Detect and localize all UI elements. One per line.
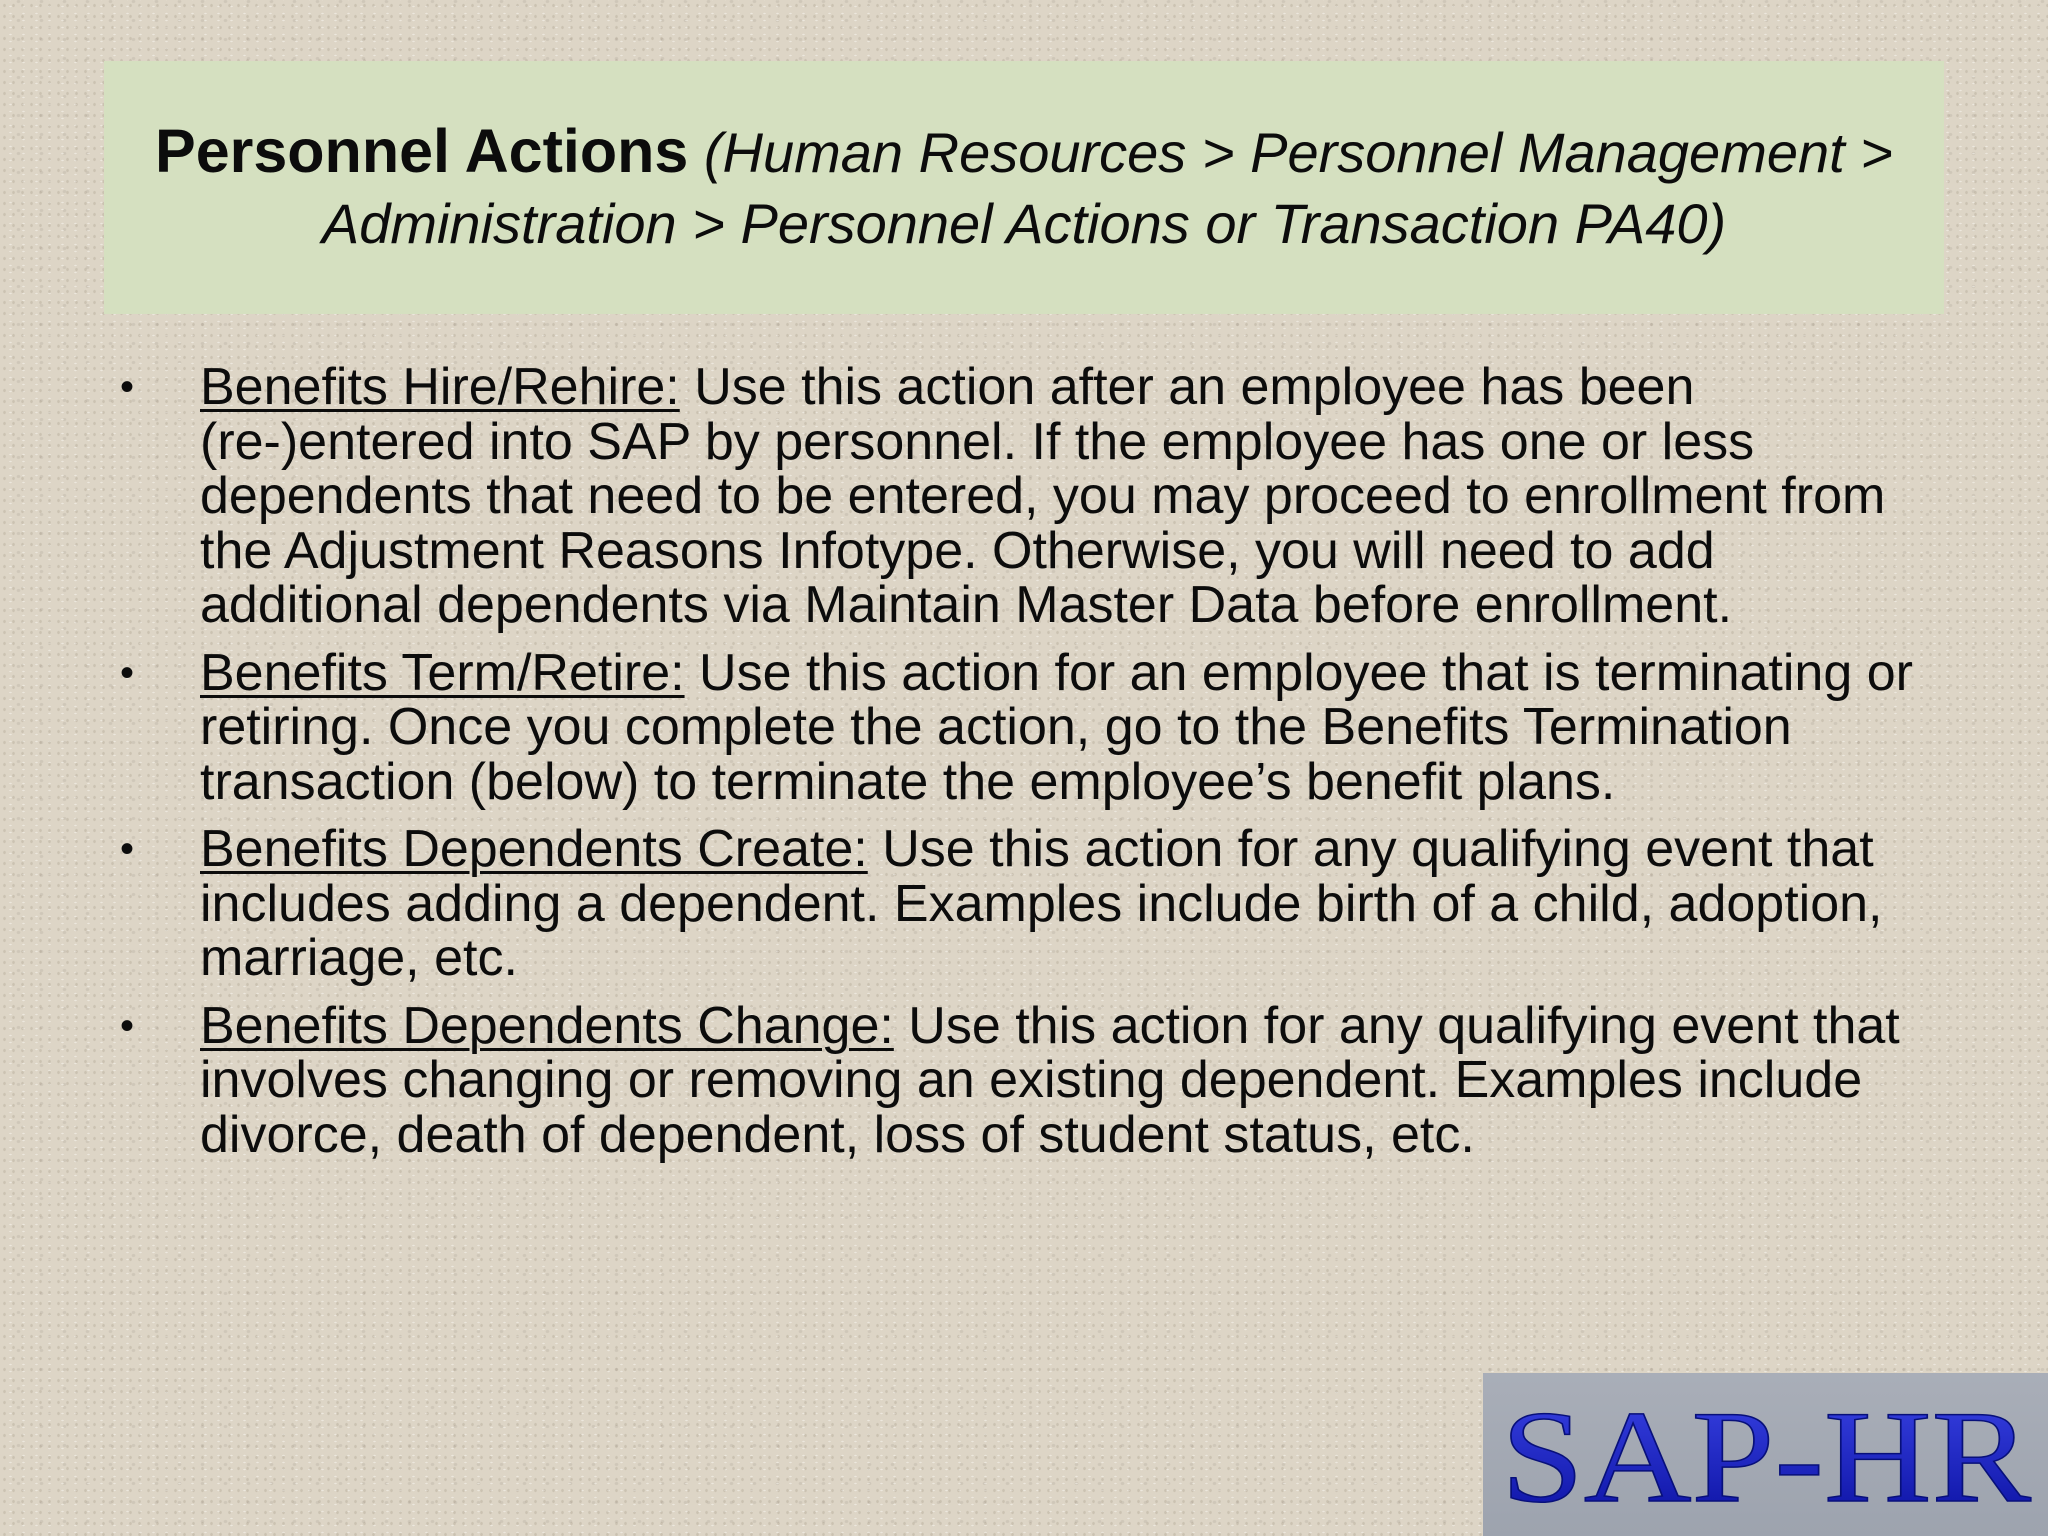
bullet-icon: • [120,827,135,871]
bullet-icon: • [120,650,135,695]
list-item [120,822,1940,986]
bullet-list [120,360,1940,1175]
slide-title [104,116,1944,259]
list-item [120,643,1940,811]
list-item [120,360,1940,633]
bullet-term: Benefits Dependents Change: [200,996,894,1055]
logo-text: SAP-HR [1501,1383,2031,1530]
bullet-text: Use this action for any qualifying event that involves changing or removing an existing dependent. Examples include divorce, death of dependent, loss of student status, etc. [200,996,1900,1164]
bullet-term: Benefits Dependents Create: [200,820,868,878]
bullet-text: Use this action for any qualifying event that includes adding a dependent. Examples include birth of a child, adoption, marriage, etc. [200,820,1883,987]
title-banner [104,61,1944,314]
list-item [120,996,1940,1164]
bullet-icon: • [120,365,135,409]
bullet-text: Use this action after an employee has been (re-)entered into SAP by personnel. If the employee has one or less dependents that need to be entered, you may proceed to enrollment from the Adjustment Reasons Infotype. Otherwise, you will need to add additional dependents via Maintain Master Data before enrollment. [200,358,1886,634]
sap-hr-logo-icon [1483,1373,2048,1536]
bullet-icon: • [120,1003,135,1048]
sap-hr-logo [1483,1373,2048,1536]
bullet-text: Use this action for an employee that is terminating or retiring. Once you complete the action, go to the Benefits Termination transaction (below) to terminate the employee’s benefit plans. [200,643,1913,811]
title-navigation-path: (Human Resources > Personnel Management > Administration > Personnel Actions or Transaction PA40) [321,121,1893,255]
bullet-term: Benefits Term/Retire: [200,643,685,702]
title-heading: Personnel Actions [155,117,689,185]
bullet-term: Benefits Hire/Rehire: [200,358,680,416]
